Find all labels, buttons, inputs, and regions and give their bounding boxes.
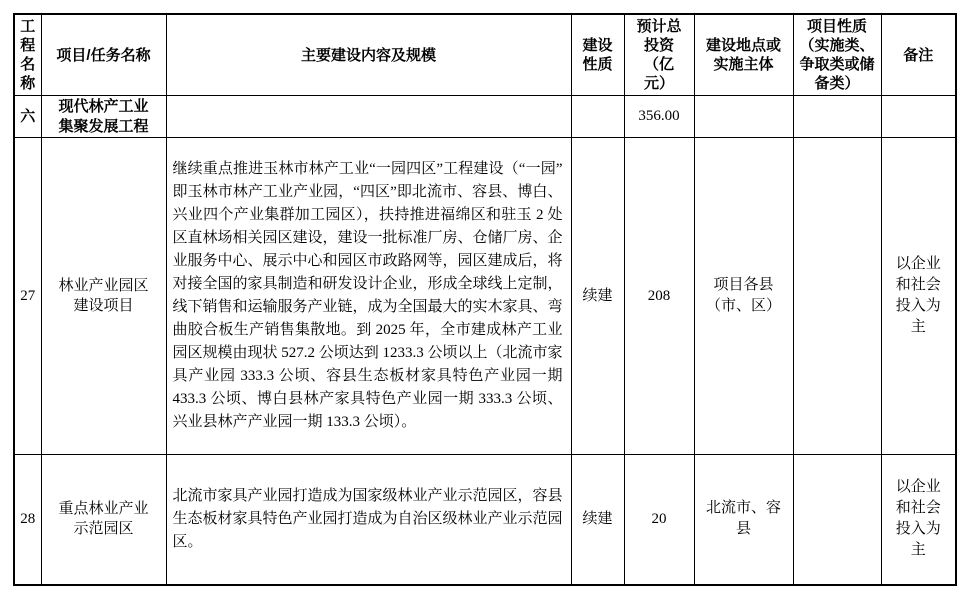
cell-section-id: 六 — [14, 96, 41, 138]
cell-27-location: 项目各县（市、区） — [694, 138, 793, 455]
cell-27-remark: 以企业和社会投入为主 — [881, 138, 956, 455]
cell-section-remark — [881, 96, 956, 138]
cell-28-nature: 续建 — [571, 455, 624, 585]
cell-28-investment: 20 — [624, 455, 694, 585]
cell-28-category — [793, 455, 881, 585]
header-project-group: 工程名称 — [14, 14, 41, 96]
header-category: 项目性质（实施类、争取类或储备类） — [793, 14, 881, 96]
header-nature: 建设性质 — [571, 14, 624, 96]
cell-section-investment: 356.00 — [624, 96, 694, 138]
cell-section-content — [166, 96, 571, 138]
cell-28-content: 北流市家具产业园打造成为国家级林业产业示范园区，容县生态板材家具特色产业园打造成为自治区级林业产业示范园区。 — [166, 455, 571, 585]
project-table — [13, 13, 957, 586]
table-header-row — [14, 14, 956, 96]
cell-27-nature: 续建 — [571, 138, 624, 455]
cell-28-name: 重点林业产业示范园区 — [41, 455, 166, 585]
header-content: 主要建设内容及规模 — [166, 14, 571, 96]
cell-section-name: 现代林产工业集聚发展工程 — [41, 96, 166, 138]
cell-28-location: 北流市、容县 — [694, 455, 793, 585]
cell-28-remark: 以企业和社会投入为主 — [881, 455, 956, 585]
cell-27-category — [793, 138, 881, 455]
cell-27-id: 27 — [14, 138, 41, 455]
header-investment: 预计总投资（亿元） — [624, 14, 694, 96]
cell-27-investment: 208 — [624, 138, 694, 455]
header-project-name: 项目/任务名称 — [41, 14, 166, 96]
table-row-27 — [14, 138, 956, 455]
cell-section-nature — [571, 96, 624, 138]
header-location: 建设地点或实施主体 — [694, 14, 793, 96]
cell-section-location — [694, 96, 793, 138]
cell-27-name: 林业产业园区建设项目 — [41, 138, 166, 455]
table-row-28 — [14, 455, 956, 585]
cell-27-content: 继续重点推进玉林市林产工业“一园四区”工程建设（“一园”即玉林市林产工业产业园，“四区”即北流市、容县、博白、兴业四个产业集群加工园区），扶持推进福绵区和驻玉 2 处区直林场相关园区建设，建设一批标准厂房、仓储厂房、企业服务中心、展示中心和园区市政路网等，园区建成后，将对接全国的家具制造和研发设计企业，形成全球线上定制，线下销售和运输服务产业链，成为全国最大的实木家具、弯曲胶合板生产销售集散地。到 2025 年，全市建成林产工业园区规模由现状 527.2 公顷达到 1233.3 公顷以上（北流市家具产业园 333.3 公顷、容县生态板材家具特色产业园一期 433.3 公顷、博白县林产家具特色产业园一期 333.3 公顷、兴业县林产产业园一期 133.3 公顷）。 — [166, 138, 571, 455]
table-row-section-six — [14, 96, 956, 138]
cell-section-category — [793, 96, 881, 138]
header-remark: 备注 — [881, 14, 956, 96]
cell-28-id: 28 — [14, 455, 41, 585]
